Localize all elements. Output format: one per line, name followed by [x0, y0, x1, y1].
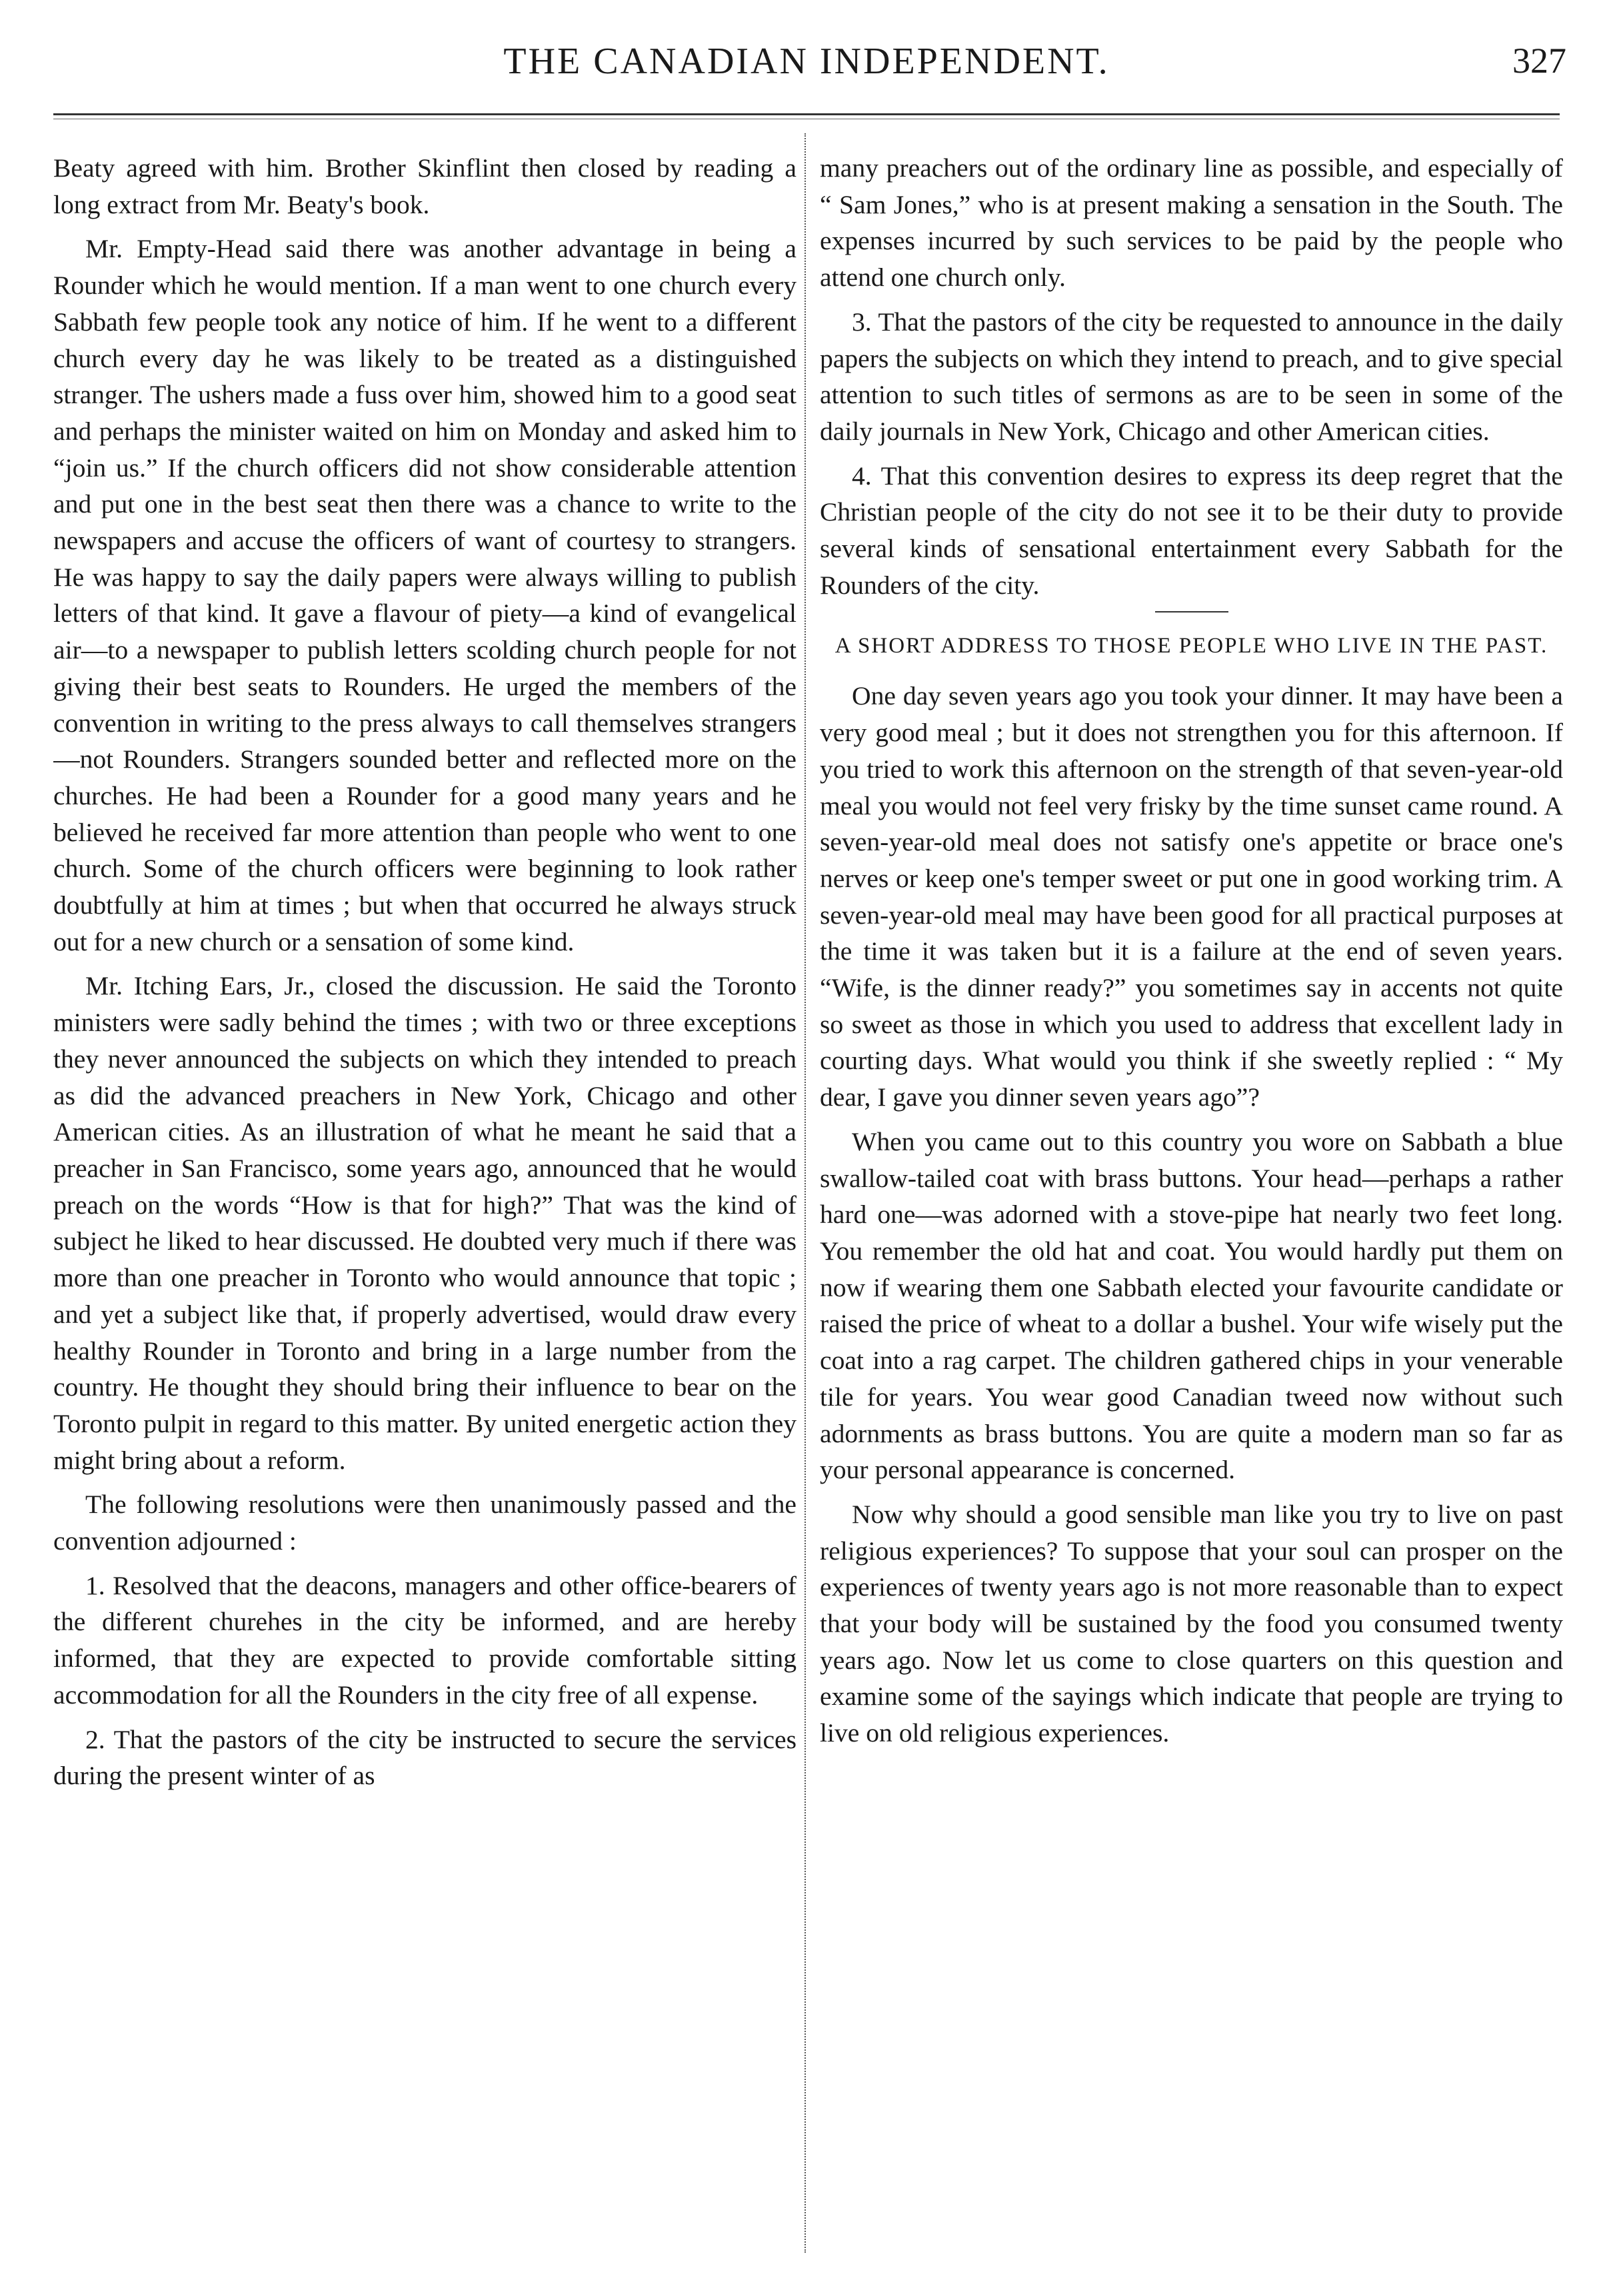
paragraph: Beaty agreed with him. Brother Skinflint then closed by reading a long extract from Mr. Beaty's book.: [53, 153, 797, 219]
paragraph: The following resolutions were then unanimously passed and the convention adjourned :: [53, 1490, 797, 1556]
publication-title: THE CANADIAN INDEPENDENT.: [503, 41, 1110, 82]
paragraph: When you came out to this country you wore on Sabbath a blue swallow-tailed coat with brass buttons. Your head—perhaps a rather hard one—was adorned with a stove-pipe hat nearly two feet long. You remember the old hat and coat. You would hardly put them on now if wearing them one Sabbath elected your favourite candidate or raised the price of wheat to a dollar a bushel. Your wife wisely put the coat into a rag carpet. The children gathered chips in your venerable tile for years. You wear good Canadian tweed now without such adornments as brass buttons. You are quite a modern man so far as your personal appearance is concerned.: [820, 1126, 1563, 1485]
paragraph: Now why should a good sensible man like you try to live on past religious experiences? To suppose that your soul can prosper on the experiences of twenty years ago is not more reasonable than to expect that your body will be sustained by the food you consumed twenty years ago. Now let us come to close quarters on this question and examine some of the sayings which indicate that people are trying to live on old religious experiences.: [820, 1499, 1563, 1748]
resolution-3: 3. That the pastors of the city be requested to announce in the daily papers the subjects on which they intend to preach, and to give special attention to such titles of sermons as are to be seen in some of the daily journals in New York, Chicago and other American cities.: [820, 307, 1563, 446]
paragraph: Mr. Itching Ears, Jr., closed the discussion. He said the Toronto ministers were sadly behind the times ; with two or three exceptions they never announced the subjects on which they intended to preach as did the advanced preachers in New York, Chicago and other American cities. As an illustration of what he meant he said that a preacher in San Francisco, some years ago, announced that he would preach on the words “How is that for high?” That was the kind of subject he liked to hear discussed. He doubted very much if there was more than one preacher in Toronto who would announce that topic ; and yet a subject like that, if properly advertised, would draw every healthy Rounder in Toronto and bring in a large number from the country. He thought they should bring their influence to bear on the Toronto pulpit in regard to this matter. By united energetic action they might bring about a reform.: [53, 971, 797, 1475]
right-column: [820, 150, 1563, 2249]
left-column: [53, 150, 797, 2249]
page-number: 327: [1512, 41, 1566, 81]
paragraph: Mr. Empty-Head said there was another advantage in being a Rounder which he would mention. If a man went to one church every Sabbath few people took any notice of him. If he went to a different church every day he was likely to be treated as a distinguished stranger. The ushers made a fuss over him, showed him to a good seat and perhaps the minister waited on him on Monday and asked him to “join us.” If the church officers did not show considerable attention and put one in the best seat then there was a chance to write to the newspapers and accuse the officers of want of courtesy to strangers. He was happy to say the daily papers were always willing to publish letters of that kind. It gave a flavour of piety—a kind of evangelical air—to a newspaper to publish letters scolding church people for not giving their best seats to Rounders. He urged the members of the convention in writing to the press always to call themselves strangers—not Rounders. Strangers sounded better and reflected more on the churches. He had been a Rounder for a good many years and he believed he received far more attention than people who went to one church. Some of the church officers were beginning to look rather doubtfully at him at times ; but when that occurred he always struck out for a new church or a sensation of some kind.: [53, 234, 797, 956]
section-heading: A SHORT ADDRESS TO THOSE PEOPLE WHO LIVE IN THE PAST.: [834, 634, 1548, 658]
resolution-2-start: 2. That the pastors of the city be instructed to secure the services during the present winter of as: [53, 1724, 797, 1791]
header-rule: [53, 113, 1560, 115]
resolution-2-continued: many preachers out of the ordinary line as possible, and especially of “ Sam Jones,” who is at present making a sensation in the South. The expenses incurred by such services to be paid by the people who attend one church only.: [820, 153, 1563, 293]
paragraph: One day seven years ago you took your dinner. It may have been a very good meal ; but it does not strengthen you for this afternoon. If you tried to work this afternoon on the strength of that seven-year-old meal you would not feel very frisky by the time sunset came round. A seven-year-old meal does not satisfy one's appetite or brace one's nerves or keep one's temper sweet or put one in good working trim. A seven-year-old meal may have been good for all practical purposes at the time it was taken but it is a failure at the end of seven years. “Wife, is the dinner ready?” you sometimes say in accents not quite so sweet as those in which you used to address that excellent lady in courting days. What would you think if she sweetly replied : “ My dear, I gave you dinner seven years ago”?: [820, 681, 1563, 1112]
resolution-1: 1. Resolved that the deacons, managers and other office-bearers of the different churehes in the city be informed, and are hereby informed, that they are expected to provide comfortable sitting accommodation for all the Rounders in the city free of all expense.: [53, 1570, 797, 1710]
section-separator: [1155, 611, 1228, 612]
column-divider: [805, 133, 806, 2253]
page-header: [40, 33, 1573, 107]
resolution-4: 4. That this convention desires to express its deep regret that the Christian people of the city do not see it to be their duty to provide several kinds of sensational entertainment every Sabbath for the Rounders of the city.: [820, 461, 1563, 600]
